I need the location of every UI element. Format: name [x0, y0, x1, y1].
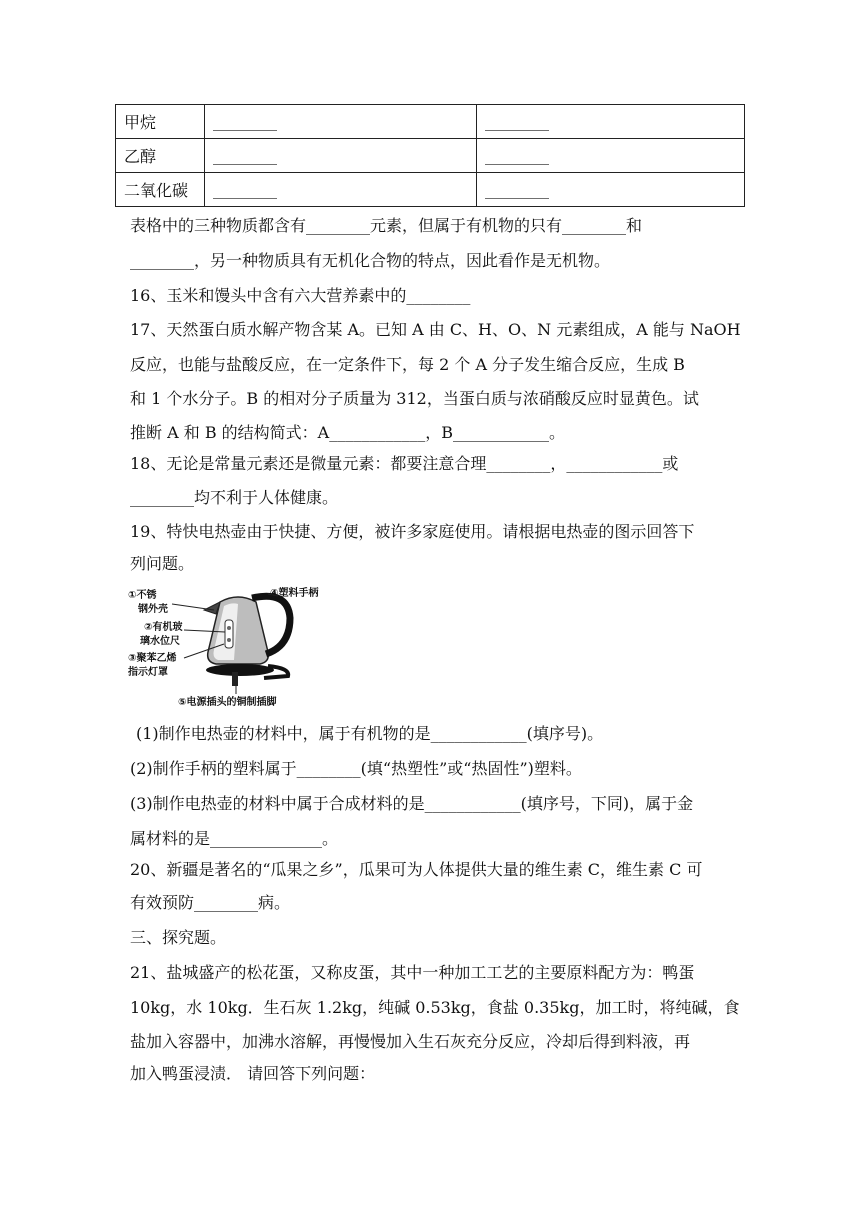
- text-line: 盐加入容器中，加沸水溶解，再慢慢加入生石灰充分反应，冷却后得到料液，再: [130, 1032, 691, 1051]
- text-line: 表格中的三种物质都含有________元素，但属于有机物的只有________和: [130, 216, 643, 235]
- text-line: 反应，也能与盐酸反应，在一定条件下，每 2 个 A 分子发生缩合反应，生成 B: [130, 355, 685, 374]
- text-line: 和 1 个水分子。B 的相对分子质量为 312，当蛋白质与浓硝酸反应时显黄色。试: [130, 389, 699, 408]
- text-line: ________，另一种物质具有无机化合物的特点，因此看作是无机物。: [130, 251, 611, 270]
- question-16: 16、玉米和馒头中含有六大营养素中的________: [130, 286, 471, 305]
- text-line: ________均不利于人体健康。: [130, 488, 339, 507]
- substance-name: 乙醇: [116, 139, 205, 173]
- kettle-illustration: [204, 596, 290, 686]
- answer-blank: ________: [205, 105, 477, 139]
- electric-kettle-figure: [128, 584, 338, 710]
- question-17: 17、天然蛋白质水解产物含某 A。已知 A 由 C、H、O、N 元素组成，A 能与 NaOH: [130, 320, 741, 339]
- answer-blank: ________: [205, 173, 477, 207]
- question-20: 20、新疆是著名的“瓜果之乡”，瓜果可为人体提供大量的维生素 C，维生素 C 可: [130, 860, 703, 879]
- question-18: 18、无论是常量元素还是微量元素：都要注意合理________，____________或: [130, 454, 679, 473]
- section-heading: 三、探究题。: [130, 928, 227, 947]
- text-line: 推断 A 和 B 的结构简式：A____________，B____________。: [130, 423, 565, 442]
- question-19-3: (3)制作电热壶的材料中属于合成材料的是____________(填序号，下同)，属于金: [130, 794, 694, 813]
- table-row: [116, 139, 745, 173]
- label-stainless-shell: ①不锈: [128, 590, 157, 601]
- answer-blank: ________: [477, 173, 745, 207]
- label-copper-plug: ⑤电源插头的铜制插脚: [178, 697, 277, 708]
- substance-name: 二氧化碳: [116, 173, 205, 207]
- text-line: 加入鸭蛋浸渍． 请回答下列问题：: [130, 1064, 376, 1083]
- table-row: [116, 105, 745, 139]
- text-line: 属材料的是______________。: [130, 829, 339, 848]
- label-water-gauge: ②有机玻: [144, 622, 183, 633]
- text-line: 列问题。: [130, 554, 195, 573]
- answer-blank: ________: [477, 139, 745, 173]
- question-19: 19、特快电热壶由于快捷、方便，被许多家庭使用。请根据电热壶的图示回答下: [130, 522, 695, 541]
- answer-blank: ________: [205, 139, 477, 173]
- question-21: 21、盐城盛产的松花蛋，又称皮蛋，其中一种加工工艺的主要原料配方为：鸭蛋: [130, 963, 695, 982]
- text-line: 10kg，水 10kg．生石灰 1.2kg，纯碱 0.53kg，食盐 0.35kg，加工时，将纯碱，食: [130, 998, 740, 1017]
- label-water-gauge-2: 璃水位尺: [140, 636, 180, 647]
- question-19-2: (2)制作手柄的塑料属于________(填“热塑性”或“热固性”)塑料。: [130, 759, 582, 778]
- text-line: 有效预防________病。: [130, 893, 291, 912]
- label-indicator-cover-2: 指示灯罩: [128, 667, 168, 678]
- substance-table: [115, 104, 745, 207]
- table-row: [116, 173, 745, 207]
- answer-blank: ________: [477, 105, 745, 139]
- substance-name: 甲烷: [116, 105, 205, 139]
- question-19-1: (1)制作电热壶的材料中，属于有机物的是____________(填序号)。: [136, 724, 604, 743]
- label-indicator-cover: ③聚苯乙烯: [128, 653, 177, 664]
- label-plastic-handle: ④塑料手柄: [270, 588, 319, 599]
- label-stainless-shell-2: 钢外壳: [138, 604, 168, 615]
